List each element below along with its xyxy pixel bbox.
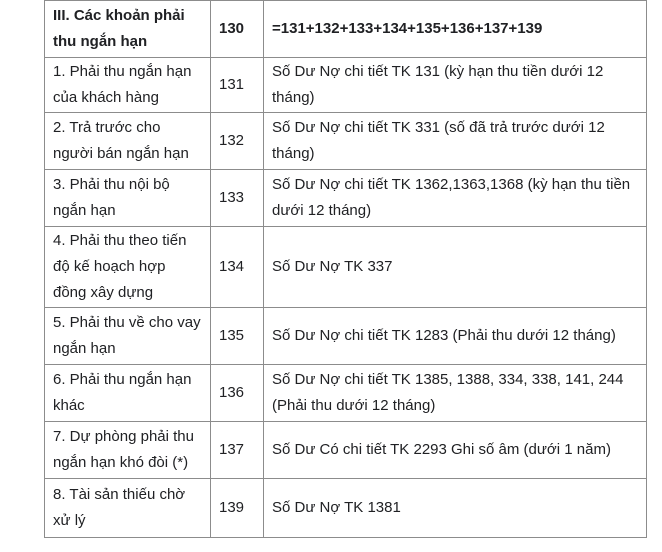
table-row bbox=[45, 365, 647, 422]
item-code-cell: 133 bbox=[211, 170, 264, 227]
item-note-cell: Số Dư Nợ chi tiết TK 1385, 1388, 334, 338, 141, 244 (Phải thu dưới 12 tháng) bbox=[264, 365, 647, 422]
table-row bbox=[45, 479, 647, 538]
item-code-cell: 130 bbox=[211, 1, 264, 58]
table-row bbox=[45, 170, 647, 227]
item-note-cell: Số Dư Nợ chi tiết TK 1283 (Phải thu dưới 12 tháng) bbox=[264, 308, 647, 365]
item-note-cell: Số Dư Nợ chi tiết TK 131 (kỳ hạn thu tiền dưới 12 tháng) bbox=[264, 58, 647, 113]
item-note-cell: =131+132+133+134+135+136+137+139 bbox=[264, 1, 647, 58]
table-row bbox=[45, 308, 647, 365]
item-note-cell: Số Dư Nợ chi tiết TK 1362,1363,1368 (kỳ hạn thu tiền dưới 12 tháng) bbox=[264, 170, 647, 227]
item-name-cell: 1. Phải thu ngắn hạn của khách hàng bbox=[45, 58, 211, 113]
item-name-cell: 6. Phải thu ngắn hạn khác bbox=[45, 365, 211, 422]
item-code-cell: 131 bbox=[211, 58, 264, 113]
table-row bbox=[45, 113, 647, 170]
item-name-cell: 4. Phải thu theo tiến độ kế hoạch hợp đồng xây dựng bbox=[45, 227, 211, 308]
item-name-cell: 8. Tài sản thiếu chờ xử lý bbox=[45, 479, 211, 538]
item-code-cell: 135 bbox=[211, 308, 264, 365]
table-row bbox=[45, 422, 647, 479]
item-name-cell: III. Các khoản phải thu ngắn hạn bbox=[45, 1, 211, 58]
item-name-cell: 3. Phải thu nội bộ ngắn hạn bbox=[45, 170, 211, 227]
item-note-cell: Số Dư Nợ TK 1381 bbox=[264, 479, 647, 538]
item-note-cell: Số Dư Có chi tiết TK 2293 Ghi số âm (dưới 1 năm) bbox=[264, 422, 647, 479]
item-note-cell: Số Dư Nợ TK 337 bbox=[264, 227, 647, 308]
item-name-cell: 2. Trả trước cho người bán ngắn hạn bbox=[45, 113, 211, 170]
table-row bbox=[45, 1, 647, 58]
item-code-cell: 132 bbox=[211, 113, 264, 170]
item-note-cell: Số Dư Nợ chi tiết TK 331 (số đã trả trước dưới 12 tháng) bbox=[264, 113, 647, 170]
table-row bbox=[45, 227, 647, 308]
item-code-cell: 137 bbox=[211, 422, 264, 479]
item-name-cell: 5. Phải thu về cho vay ngắn hạn bbox=[45, 308, 211, 365]
item-name-cell: 7. Dự phòng phải thu ngắn hạn khó đòi (*) bbox=[45, 422, 211, 479]
item-code-cell: 139 bbox=[211, 479, 264, 538]
item-code-cell: 136 bbox=[211, 365, 264, 422]
table-row bbox=[45, 58, 647, 113]
item-code-cell: 134 bbox=[211, 227, 264, 308]
balance-sheet-table bbox=[44, 0, 647, 538]
